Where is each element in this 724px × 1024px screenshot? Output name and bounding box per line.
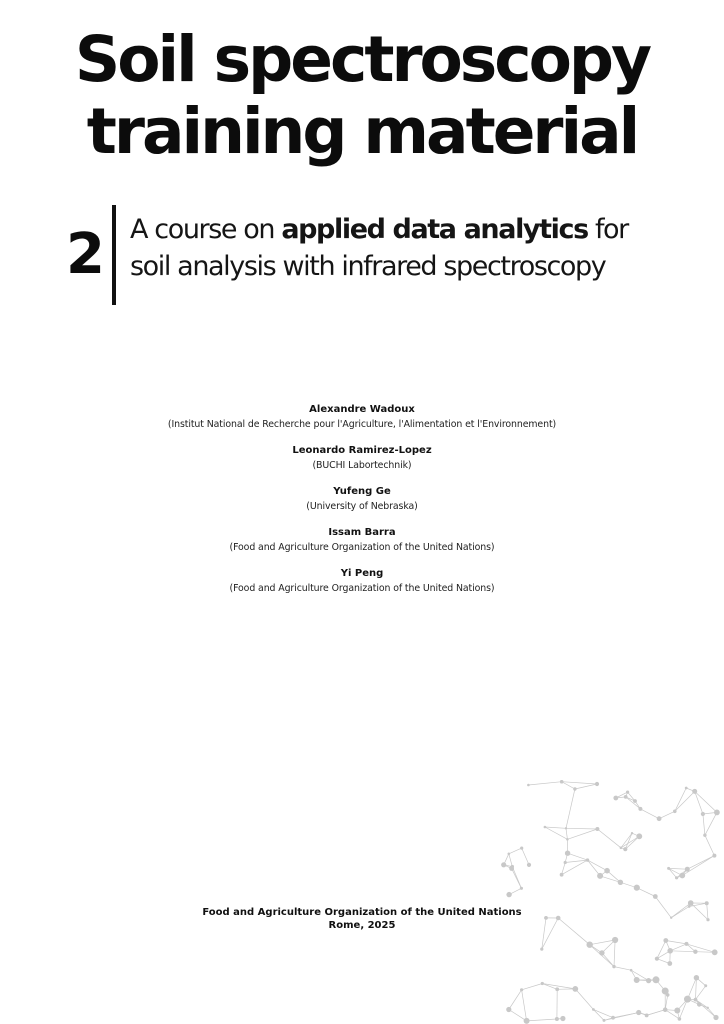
network-node — [707, 1007, 709, 1009]
network-node — [612, 937, 618, 943]
publisher-block — [0, 906, 724, 932]
author-name: Yufeng Ge — [333, 486, 391, 497]
author-name: Leonardo Ramirez-Lopez — [292, 445, 432, 456]
author-entry — [0, 444, 724, 473]
author-entry — [0, 567, 724, 596]
network-edge — [659, 811, 675, 818]
network-node — [667, 948, 673, 954]
network-node — [646, 978, 651, 983]
network-edge — [670, 951, 695, 952]
network-node — [634, 977, 640, 983]
network-node — [712, 854, 716, 858]
network-edge — [566, 828, 567, 839]
network-node — [599, 950, 604, 955]
network-node — [560, 873, 564, 877]
network-node — [636, 1010, 641, 1015]
vertical-divider — [112, 205, 116, 305]
network-node — [572, 986, 578, 992]
network-node — [667, 867, 670, 870]
network-node — [673, 810, 677, 814]
network-edge — [566, 789, 575, 828]
network-node — [712, 949, 718, 955]
network-edge — [522, 990, 527, 1021]
network-node — [555, 987, 559, 991]
network-node — [685, 867, 690, 872]
network-node — [688, 900, 694, 906]
network-edge — [602, 953, 614, 967]
network-node — [653, 976, 660, 983]
network-edge — [568, 853, 588, 860]
network-edge — [647, 1010, 666, 1016]
network-node — [655, 957, 659, 961]
network-node — [604, 868, 610, 874]
network-node — [694, 975, 699, 980]
network-nodes — [501, 780, 720, 1024]
network-node — [694, 998, 698, 1002]
network-node — [630, 969, 633, 972]
subtitle-part-2: for — [587, 214, 628, 245]
network-edge — [696, 1000, 717, 1018]
subtitle-line-1 — [130, 211, 710, 248]
subtitle-line-2: soil analysis with infrared spectroscopy — [130, 251, 606, 282]
network-node — [697, 1002, 701, 1006]
network-edge — [597, 829, 621, 848]
publisher-place-year: Rome, 2025 — [328, 920, 396, 931]
network-node — [520, 988, 523, 991]
network-edge — [669, 868, 688, 869]
network-edge — [509, 990, 522, 1010]
network-node — [678, 1017, 682, 1021]
author-name: Alexandre Wadoux — [309, 404, 415, 415]
author-affiliation: (Institut National de Recherche pour l'Agriculture, l'Alimentation et l'Environnement) — [167, 419, 557, 430]
network-edge — [567, 829, 597, 839]
network-edge — [675, 791, 695, 811]
network-node — [633, 799, 637, 803]
network-edge — [528, 782, 561, 785]
network-node — [520, 847, 523, 850]
network-node — [565, 851, 570, 856]
network-edge — [522, 984, 543, 990]
network-edge — [696, 978, 697, 1000]
network-node — [527, 784, 530, 787]
network-node — [613, 796, 618, 801]
author-affiliation: (Food and Agriculture Organization of the United Nations) — [229, 583, 495, 594]
network-edge — [590, 945, 614, 967]
network-edge — [575, 784, 597, 789]
network-node — [684, 996, 691, 1003]
network-edge — [640, 809, 659, 819]
network-node — [560, 1016, 565, 1021]
network-node — [674, 1008, 680, 1014]
subtitle-part-1: A course on — [130, 214, 282, 245]
network-node — [555, 1017, 559, 1021]
network-node — [544, 826, 547, 829]
document-title — [0, 24, 724, 168]
network-node — [663, 1007, 668, 1012]
network-node — [612, 965, 615, 968]
network-node — [506, 892, 511, 897]
network-edge — [687, 944, 715, 952]
network-node — [592, 1008, 595, 1011]
network-edge — [705, 812, 717, 835]
network-node — [506, 1007, 511, 1012]
network-node — [524, 1018, 530, 1024]
network-edge — [522, 848, 529, 865]
document-subtitle — [130, 211, 710, 285]
network-node — [573, 787, 576, 790]
network-node — [626, 791, 629, 794]
network-node — [595, 782, 599, 786]
network-node — [620, 847, 623, 850]
author-entry — [0, 485, 724, 514]
network-edge — [509, 848, 522, 854]
network-node — [541, 982, 544, 985]
network-node — [657, 816, 662, 821]
publisher-name: Food and Agriculture Organization of the United Nations — [202, 907, 522, 918]
network-node — [509, 866, 514, 871]
network-node — [685, 942, 689, 946]
network-node — [618, 880, 623, 885]
network-node — [624, 795, 628, 799]
network-node — [653, 894, 658, 899]
title-line-2: training material — [86, 95, 638, 168]
network-node — [666, 993, 670, 997]
author-name: Issam Barra — [328, 527, 396, 538]
network-edge — [682, 856, 714, 876]
network-node — [636, 833, 642, 839]
network-node — [508, 853, 511, 856]
network-node — [564, 861, 567, 864]
network-edge — [593, 1010, 604, 1021]
network-edge — [545, 827, 566, 828]
title-line-1: Soil spectroscopy — [74, 23, 650, 96]
network-node — [527, 863, 531, 867]
author-entry — [0, 403, 724, 432]
network-node — [705, 901, 709, 905]
network-edge — [687, 856, 714, 870]
network-edge — [512, 867, 521, 889]
network-node — [704, 984, 707, 987]
network-node — [667, 961, 672, 966]
network-edge — [566, 828, 597, 829]
network-edge — [695, 791, 717, 812]
network-node — [693, 950, 697, 954]
network-node — [603, 1019, 606, 1022]
network-node — [638, 807, 642, 811]
network-edge — [614, 967, 631, 971]
network-edge — [600, 876, 620, 882]
volume-number: 2 — [66, 222, 105, 287]
network-edge — [562, 782, 575, 789]
network-node — [663, 938, 668, 943]
network-edge — [593, 1010, 613, 1018]
network-node — [703, 834, 706, 837]
network-node — [692, 789, 697, 794]
network-node — [540, 948, 543, 951]
subtitle-bold-phrase: applied data analytics — [281, 214, 588, 245]
network-edge — [705, 835, 715, 855]
author-name: Yi Peng — [340, 568, 384, 579]
network-edge — [509, 854, 513, 867]
network-edge — [575, 989, 593, 1010]
network-edge — [696, 986, 706, 1000]
network-node — [586, 858, 589, 861]
network-node — [501, 862, 506, 867]
subtitle-block — [64, 205, 704, 305]
author-affiliation: (University of Nebraska) — [306, 501, 418, 512]
network-node — [714, 810, 720, 816]
network-graphic — [500, 780, 724, 1024]
network-node — [631, 832, 633, 834]
network-edge — [588, 860, 601, 876]
network-node — [679, 873, 685, 879]
network-edge — [675, 788, 686, 811]
author-affiliation: (BUCHI Labortechnik) — [312, 460, 412, 471]
network-node — [623, 847, 627, 851]
network-node — [675, 876, 678, 879]
network-node — [634, 885, 640, 891]
network-node — [713, 1015, 718, 1020]
network-node — [520, 887, 523, 890]
network-edge — [545, 827, 568, 839]
network-edge — [666, 941, 687, 944]
network-node — [566, 838, 569, 841]
network-edge — [542, 984, 575, 989]
network-node — [645, 1014, 649, 1018]
network-edge — [562, 782, 597, 784]
network-node — [595, 827, 599, 831]
network-edge — [669, 868, 677, 877]
network-node — [701, 812, 705, 816]
network-node — [565, 827, 567, 829]
network-edge — [588, 860, 608, 871]
network-edge — [614, 940, 615, 967]
network-edge — [509, 1010, 527, 1021]
network-node — [685, 787, 688, 790]
network-edge — [703, 814, 705, 835]
network-node — [587, 942, 593, 948]
network-edge — [527, 1019, 557, 1021]
author-entry — [0, 526, 724, 555]
author-affiliation: (Food and Agriculture Organization of the United Nations) — [229, 542, 495, 553]
network-node — [611, 1016, 615, 1020]
network-edge — [695, 791, 703, 814]
network-edges — [504, 782, 717, 1021]
network-node — [597, 873, 603, 879]
network-node — [560, 780, 564, 784]
author-list — [0, 403, 724, 608]
